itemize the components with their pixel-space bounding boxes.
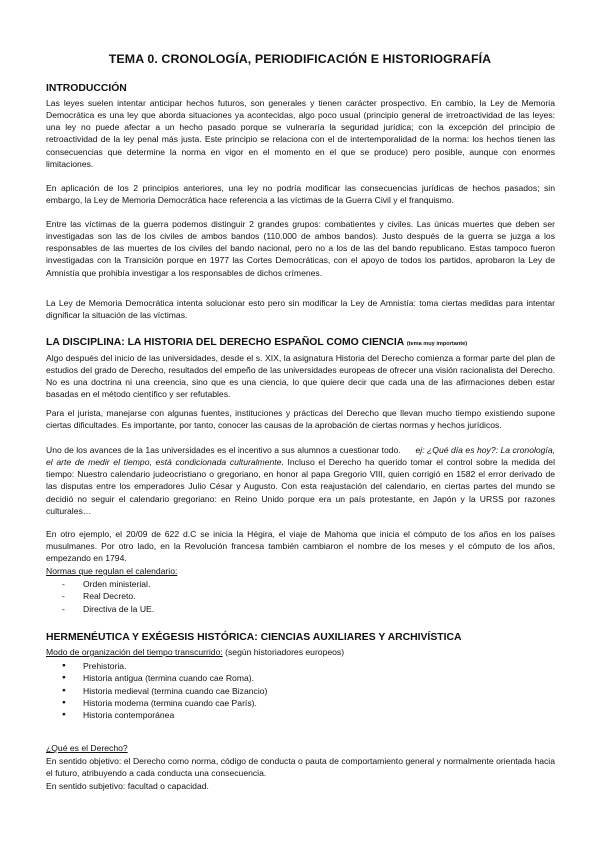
sentido-objetivo: En sentido objetivo: el Derecho como norma, código de conducta o pauta de comportamiento general y normalmente orientada hacia el futuro, atribuyendo a cada conducta una consecuencia.	[46, 756, 555, 779]
disciplina-paragraph-2: Para el jurista, manejarse con algunas fuentes, instituciones y prácticas del Derecho que llevan mucho tiempo existiendo supone ciertas dificultades. Es importante, por tanto, conocer las causas de la aprobación de ciertas normas y hechos jurídicos.	[46, 408, 555, 431]
disciplina-heading-text: LA DISCIPLINA: LA HISTORIA DEL DERECHO ESPAÑOL COMO CIENCIA	[46, 337, 404, 348]
intro-paragraph-2: En aplicación de los 2 principios anteriores, una ley no podría modificar las consecuencias jurídicas de hechos pasados; sin embargo, la Ley de Memoria Democrática hace referencia a las víctimas de la Guerra Civil y el franquismo.	[46, 183, 555, 206]
normas-label: Normas que regulan el calendario:	[46, 566, 178, 576]
list-item: - Directiva de la UE.	[62, 603, 154, 615]
modo-note: (según historiadores europeos)	[222, 647, 345, 657]
hermeneutica-heading: HERMENÉUTICA Y EXÉGESIS HISTÓRICA: CIENCIAS AUXILIARES Y ARCHIVÍSTICA	[46, 632, 462, 643]
modo-label: Modo de organización del tiempo transcurrido:	[46, 647, 223, 657]
list-item: ● Prehistoria.	[62, 660, 267, 672]
disciplina-paragraph-1: Algo después del inicio de las universidades, desde el s. XIX, la asignatura Historia del Derecho comienza a formar parte del plan de estudios del grado de Derecho, resultados del empeño de las universidades europeas de ofrecer una visión racionalista del Derecho. No es una doctrina ni una creencia, sino que es una ciencia, lo que quiere decir que cada una de las afirmaciones deben estar basadas en el método científico y ser refutables.	[46, 353, 555, 400]
list-item: - Real Decreto.	[62, 590, 154, 602]
list-item: - Orden ministerial.	[62, 578, 154, 590]
document-title: TEMA 0. CRONOLOGÍA, PERIODIFICACIÓN E HISTORIOGRAFÍA	[108, 52, 492, 66]
derecho-question: ¿Qué es el Derecho?	[46, 743, 128, 753]
list-item: ● Historia antigua (termina cuando cae Roma).	[62, 672, 267, 684]
modo-line	[46, 646, 344, 658]
disciplina-heading	[46, 337, 467, 348]
disciplina-p3-end: . Incluso el Derecho ha querido tomar el control sobre la medida del tiempo: Nuestro calendario judeocristiano o gregoriano, en honor al papa Gregorio VIII, quien corrigió en 1582 el error derivado de las disputas entre los emperadores Julio César y Augusto. Con esta reajustación del calendario, en ciertas partes del mundo se decidió no seguir el calendario gregoriano: en Reino Unido porque era un país protestante, en Japón y la URSS por razones culturales…	[46, 457, 555, 516]
list-item: ● Historia moderna (termina cuando cae París).	[62, 697, 267, 709]
normas-list	[62, 578, 154, 615]
disciplina-p3-start: Uno de los avances de la 1as universidades es el incentivo a sus alumnos a cuestionar todo.	[46, 445, 401, 455]
disciplina-p3-example: ej: ¿Qué día es hoy?: La cronología, el arte de medir el tiempo, está condicionada culturalmente	[46, 445, 555, 468]
intro-paragraph-4: La Ley de Memoria Democrática intenta solucionar esto pero sin modificar la Ley de Amnistía: toma ciertas medidas para intentar dignificar la situación de las víctimas.	[46, 298, 555, 321]
disciplina-heading-note: (tema muy importante)	[406, 341, 468, 347]
periodos-list	[62, 660, 267, 721]
disciplina-paragraph-4: En otro ejemplo, el 20/09 de 622 d.C se inicia la Hégira, el viaje de Mahoma que inicia el cómputo de los años en los países musulmanes. Por otro lado, en la Revolución francesa también cambiaron el nombre de los meses y el cómputo de los años, empezando en 1794.	[46, 529, 555, 564]
list-item: ● Historia contemporánea	[62, 709, 267, 721]
sentido-subjetivo: En sentido subjetivo: facultad o capacidad.	[46, 781, 209, 791]
intro-paragraph-3: Entre las víctimas de la guerra podemos distinguir 2 grandes grupos: combatientes y civiles. Las únicas muertes que deben ser investigadas son las de los civiles de ambos bandos (110.000 de ambos bandos). Justo después de la guerra se juzga a los responsables de las muertes de los civiles del bando nacional, pero no a los de las del bando republicano. Estas tampoco fueron investigadas con la Transición porque en 1977 las Cortes Democráticas, con el apoyo de todos los partidos, aprobaron la Ley de Amnistía que prohibía investigar a los responsables de dichos crímenes.	[46, 219, 555, 278]
list-item: ● Historia medieval (termina cuando cae Bizancio)	[62, 685, 267, 697]
intro-heading: INTRODUCCIÓN	[46, 83, 127, 94]
disciplina-paragraph-3	[46, 444, 555, 517]
intro-paragraph-1: Las leyes suelen intentar anticipar hechos futuros, son generales y tienen carácter prospectivo. En cambio, la Ley de Memoria Democrática es una ley que aborda situaciones ya acontecidas, algo poco usual (principio general de irretroactividad de las leyes: una ley no puede afectar a un hecho pasado porque se vulneraría la seguridad jurídica; con la excepción del principio de retroactividad de la ley penal más justa. Este principio se relaciona con el de intertemporalidad de la norma: los hechos tienen las consecuencias que determine la norma en vigor en el momento en el que se produce) pero posible, aunque con enormes limitaciones.	[46, 98, 555, 169]
